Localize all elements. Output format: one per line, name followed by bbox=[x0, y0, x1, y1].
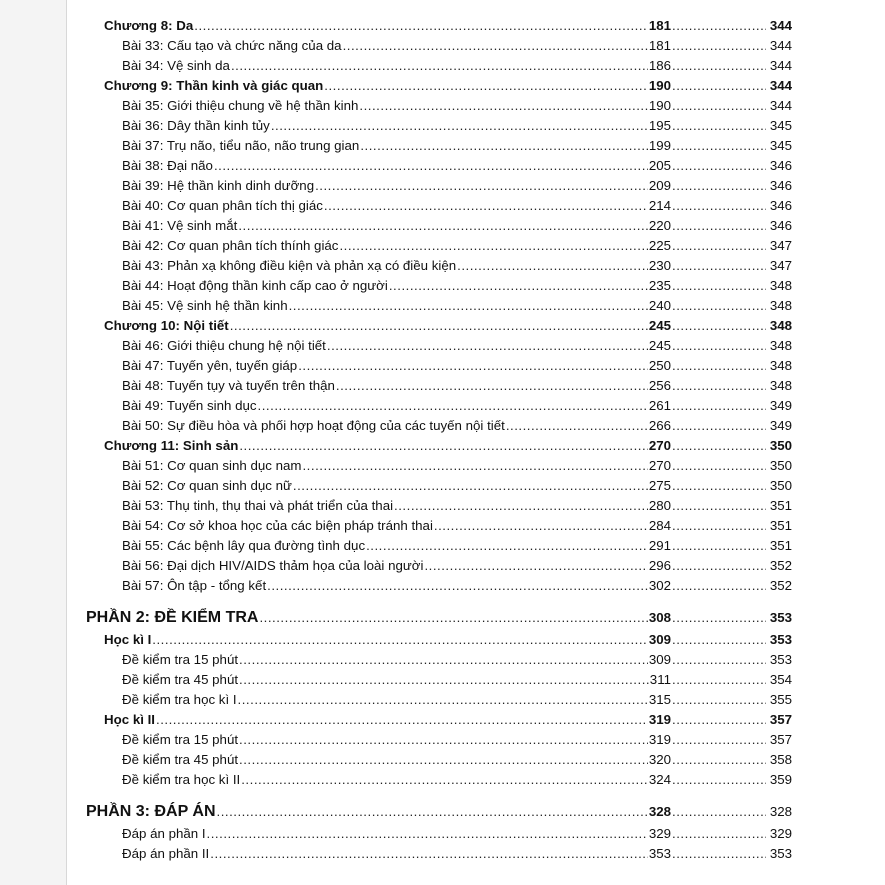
toc-entry-title: Bài 33: Cấu tạo và chức năng của da bbox=[122, 38, 342, 53]
toc-item-row[interactable] bbox=[86, 824, 792, 844]
dot-leader bbox=[672, 690, 766, 710]
page-number-question: 328 bbox=[648, 804, 671, 819]
toc-entry-title: Đề kiểm tra 45 phút bbox=[122, 672, 239, 687]
dot-leader bbox=[366, 536, 648, 556]
toc-entry-title: Bài 46: Giới thiệu chung hệ nội tiết bbox=[122, 338, 326, 353]
toc-entry-title: Chương 10: Nội tiết bbox=[104, 318, 229, 333]
dot-leader bbox=[672, 296, 766, 316]
page-number-question: 261 bbox=[648, 398, 671, 413]
toc-item-row[interactable] bbox=[86, 136, 792, 156]
page-number-answer: 345 bbox=[769, 118, 792, 133]
dot-leader bbox=[360, 136, 648, 156]
page-number-answer: 348 bbox=[769, 298, 792, 313]
dot-leader bbox=[672, 36, 766, 56]
page-number-question: 195 bbox=[648, 118, 671, 133]
dot-leader bbox=[672, 536, 766, 556]
page-number-answer: 347 bbox=[769, 258, 792, 273]
toc-entry-title: Bài 52: Cơ quan sinh dục nữ bbox=[122, 478, 292, 493]
dot-leader bbox=[394, 496, 648, 516]
dot-leader bbox=[238, 216, 648, 236]
toc-entry-title: Bài 34: Vệ sinh da bbox=[122, 58, 230, 73]
page-number-question: 250 bbox=[648, 358, 671, 373]
page-number-question: 240 bbox=[648, 298, 671, 313]
dot-leader bbox=[672, 16, 766, 36]
dot-leader bbox=[210, 844, 648, 864]
toc-entry-title: Bài 57: Ôn tập - tổng kết bbox=[122, 578, 267, 593]
toc-item-row[interactable] bbox=[86, 556, 792, 576]
page-number-answer: 353 bbox=[769, 610, 792, 625]
toc-entry-title: Bài 53: Thụ tinh, thụ thai và phát triển của thai bbox=[122, 498, 394, 513]
toc-entry-title: Bài 47: Tuyến yên, tuyến giáp bbox=[122, 358, 298, 373]
page-number-question: 296 bbox=[648, 558, 671, 573]
toc-entry-title: Bài 41: Vệ sinh mắt bbox=[122, 218, 238, 233]
toc-item-row[interactable] bbox=[86, 356, 792, 376]
dot-leader bbox=[267, 576, 648, 596]
dot-leader bbox=[339, 236, 647, 256]
page-number-answer: 344 bbox=[769, 78, 792, 93]
dot-leader bbox=[672, 800, 766, 824]
toc-item-row[interactable] bbox=[86, 96, 792, 116]
toc-item-row[interactable] bbox=[86, 476, 792, 496]
toc-entry-title: Học kì II bbox=[104, 712, 155, 727]
page-number-question: 199 bbox=[648, 138, 671, 153]
dot-leader bbox=[672, 630, 766, 650]
page-number-answer: 351 bbox=[769, 518, 792, 533]
toc-entry-title: Chương 8: Da bbox=[104, 18, 194, 33]
toc-chapter-row[interactable] bbox=[86, 436, 792, 456]
dot-leader bbox=[672, 436, 766, 456]
toc-item-row[interactable] bbox=[86, 376, 792, 396]
dot-leader bbox=[241, 770, 648, 790]
toc-item-row[interactable] bbox=[86, 116, 792, 136]
toc-item-row[interactable] bbox=[86, 36, 792, 56]
toc-entry-title: Bài 49: Tuyến sinh dục bbox=[122, 398, 257, 413]
dot-leader bbox=[389, 276, 648, 296]
dot-leader bbox=[672, 256, 766, 276]
toc-entry-title: PHẦN 3: ĐÁP ÁN bbox=[86, 803, 216, 820]
dot-leader bbox=[239, 730, 648, 750]
page-number-question: 266 bbox=[648, 418, 671, 433]
page-number-question: 235 bbox=[648, 278, 671, 293]
page-number-answer: 344 bbox=[769, 18, 792, 33]
page-number-question: 230 bbox=[648, 258, 671, 273]
dot-leader bbox=[289, 296, 648, 316]
page-number-answer: 348 bbox=[769, 378, 792, 393]
page-number-answer: 344 bbox=[769, 98, 792, 113]
toc-item-row[interactable] bbox=[86, 56, 792, 76]
toc-item-row[interactable] bbox=[86, 844, 792, 864]
page-number-question: 205 bbox=[648, 158, 671, 173]
section-gap bbox=[86, 596, 792, 606]
dot-leader bbox=[672, 516, 766, 536]
page-number-answer: 352 bbox=[769, 578, 792, 593]
page-number-question: 181 bbox=[648, 18, 671, 33]
dot-leader bbox=[231, 56, 648, 76]
page-number-answer: 355 bbox=[769, 692, 792, 707]
toc-item-row[interactable] bbox=[86, 416, 792, 436]
page-number-question: 190 bbox=[648, 98, 671, 113]
dot-leader bbox=[672, 770, 766, 790]
toc-item-row[interactable] bbox=[86, 216, 792, 236]
dot-leader bbox=[672, 336, 766, 356]
page-number-answer: 351 bbox=[769, 498, 792, 513]
dot-leader bbox=[672, 750, 766, 770]
page-number-question: 245 bbox=[648, 338, 671, 353]
dot-leader bbox=[672, 606, 766, 630]
toc-item-row[interactable] bbox=[86, 456, 792, 476]
toc-entry-title: Đáp án phần II bbox=[122, 846, 210, 861]
page-number-question: 329 bbox=[648, 826, 671, 841]
page-number-answer: 348 bbox=[769, 358, 792, 373]
toc-item-row[interactable] bbox=[86, 176, 792, 196]
toc-item-row[interactable] bbox=[86, 396, 792, 416]
page-number-question: 319 bbox=[648, 712, 671, 727]
page-number-answer: 349 bbox=[769, 398, 792, 413]
page-number-answer: 353 bbox=[769, 846, 792, 861]
dot-leader bbox=[434, 516, 648, 536]
dot-leader bbox=[324, 196, 648, 216]
toc-item-row[interactable] bbox=[86, 276, 792, 296]
page-number-question: 275 bbox=[648, 478, 671, 493]
toc-item-row[interactable] bbox=[86, 256, 792, 276]
page-number-answer: 344 bbox=[769, 58, 792, 73]
toc-entry-title: Đáp án phần I bbox=[122, 826, 206, 841]
page-number-question: 315 bbox=[648, 692, 671, 707]
toc-entry-title: Bài 56: Đại dịch HIV/AIDS thảm họa của loài người bbox=[122, 558, 424, 573]
page-number-answer: 349 bbox=[769, 418, 792, 433]
toc-item-row[interactable] bbox=[86, 690, 792, 710]
page-number-question: 302 bbox=[648, 578, 671, 593]
page-number-answer: 358 bbox=[769, 752, 792, 767]
dot-leader bbox=[672, 496, 766, 516]
page-number-answer: 357 bbox=[769, 732, 792, 747]
dot-leader bbox=[672, 116, 766, 136]
page-number-answer: 328 bbox=[769, 804, 792, 819]
toc-item-row[interactable] bbox=[86, 770, 792, 790]
page-number-question: 291 bbox=[648, 538, 671, 553]
dot-leader bbox=[258, 396, 648, 416]
toc-entry-title: Bài 42: Cơ quan phân tích thính giác bbox=[122, 238, 339, 253]
toc-item-row[interactable] bbox=[86, 670, 792, 690]
toc-part-row[interactable] bbox=[86, 800, 792, 824]
dot-leader bbox=[672, 276, 766, 296]
page-number-answer: 347 bbox=[769, 238, 792, 253]
toc-item-row[interactable] bbox=[86, 296, 792, 316]
page-number-question: 245 bbox=[648, 318, 671, 333]
toc-entry-title: Bài 39: Hệ thần kinh dinh dưỡng bbox=[122, 178, 315, 193]
page-number-answer: 348 bbox=[769, 278, 792, 293]
dot-leader bbox=[259, 606, 647, 630]
dot-leader bbox=[672, 156, 766, 176]
dot-leader bbox=[315, 176, 648, 196]
dot-leader bbox=[672, 216, 766, 236]
dot-leader bbox=[293, 476, 648, 496]
page-number-answer: 353 bbox=[769, 632, 792, 647]
page-number-question: 319 bbox=[648, 732, 671, 747]
dot-leader bbox=[302, 456, 647, 476]
dot-leader bbox=[672, 196, 766, 216]
page-number-question: 353 bbox=[648, 846, 671, 861]
dot-leader bbox=[230, 316, 648, 336]
page-number-question: 220 bbox=[648, 218, 671, 233]
toc-entry-title: Bài 45: Vệ sinh hệ thần kinh bbox=[122, 298, 288, 313]
page-number-answer: 348 bbox=[769, 338, 792, 353]
dot-leader bbox=[327, 336, 648, 356]
toc-entry-title: Bài 38: Đại não bbox=[122, 158, 213, 173]
dot-leader bbox=[194, 16, 648, 36]
page-number-answer: 359 bbox=[769, 772, 792, 787]
dot-leader bbox=[207, 824, 648, 844]
dot-leader bbox=[239, 670, 649, 690]
dot-leader bbox=[457, 256, 648, 276]
dot-leader bbox=[359, 96, 647, 116]
toc-item-row[interactable] bbox=[86, 196, 792, 216]
toc-entry-title: Bài 44: Hoạt động thần kinh cấp cao ở người bbox=[122, 278, 388, 293]
page-number-question: 284 bbox=[648, 518, 671, 533]
dot-leader bbox=[672, 824, 766, 844]
toc-entry-title: Đề kiểm tra 15 phút bbox=[122, 652, 239, 667]
dot-leader bbox=[152, 630, 648, 650]
dot-leader bbox=[672, 650, 766, 670]
toc-entry-title: Chương 11: Sinh sản bbox=[104, 438, 239, 453]
dot-leader bbox=[298, 356, 648, 376]
toc-entry-title: Đề kiểm tra 45 phút bbox=[122, 752, 239, 767]
toc-item-row[interactable] bbox=[86, 496, 792, 516]
dot-leader bbox=[672, 176, 766, 196]
page-number-answer: 350 bbox=[769, 458, 792, 473]
page-number-answer: 346 bbox=[769, 198, 792, 213]
page-number-answer: 357 bbox=[769, 712, 792, 727]
toc-item-row[interactable] bbox=[86, 336, 792, 356]
dot-leader bbox=[336, 376, 648, 396]
page-number-answer: 346 bbox=[769, 218, 792, 233]
toc-entry-title: Bài 40: Cơ quan phân tích thị giác bbox=[122, 198, 323, 213]
toc-entry-title: Bài 48: Tuyến tụy và tuyến trên thận bbox=[122, 378, 335, 393]
page-number-question: 190 bbox=[648, 78, 671, 93]
toc-entry-title: Đề kiểm tra 15 phút bbox=[122, 732, 239, 747]
dot-leader bbox=[672, 576, 766, 596]
dot-leader bbox=[672, 236, 766, 256]
toc-item-row[interactable] bbox=[86, 236, 792, 256]
toc-entry-title: Bài 35: Giới thiệu chung về hệ thần kinh bbox=[122, 98, 359, 113]
toc-entry-title: Học kì I bbox=[104, 632, 152, 647]
dot-leader bbox=[672, 356, 766, 376]
toc-entry-title: Chương 9: Thần kinh và giác quan bbox=[104, 78, 324, 93]
page-number-answer: 344 bbox=[769, 38, 792, 53]
page-number-answer: 350 bbox=[769, 478, 792, 493]
dot-leader bbox=[343, 36, 648, 56]
toc-item-row[interactable] bbox=[86, 156, 792, 176]
toc-entry-title: Bài 51: Cơ quan sinh dục nam bbox=[122, 458, 302, 473]
toc-entry-title: Bài 54: Cơ sở khoa học của các biện pháp tránh thai bbox=[122, 518, 433, 533]
dot-leader bbox=[217, 800, 648, 824]
dot-leader bbox=[672, 730, 766, 750]
section-gap bbox=[86, 790, 792, 800]
dot-leader bbox=[271, 116, 648, 136]
dot-leader bbox=[156, 710, 648, 730]
dot-leader bbox=[424, 556, 647, 576]
dot-leader bbox=[239, 650, 648, 670]
toc-entry-title: Đề kiểm tra học kì I bbox=[122, 692, 237, 707]
page-number-question: 270 bbox=[648, 438, 671, 453]
dot-leader bbox=[672, 136, 766, 156]
dot-leader bbox=[672, 316, 766, 336]
dot-leader bbox=[672, 76, 766, 96]
toc-part-row[interactable] bbox=[86, 606, 792, 630]
toc-item-row[interactable] bbox=[86, 516, 792, 536]
page-number-question: 225 bbox=[648, 238, 671, 253]
dot-leader bbox=[672, 396, 766, 416]
dot-leader bbox=[672, 710, 766, 730]
dot-leader bbox=[672, 56, 766, 76]
toc-item-row[interactable] bbox=[86, 730, 792, 750]
dot-leader bbox=[214, 156, 648, 176]
dot-leader bbox=[672, 844, 766, 864]
page-number-question: 181 bbox=[648, 38, 671, 53]
page-number-answer: 351 bbox=[769, 538, 792, 553]
page-number-answer: 345 bbox=[769, 138, 792, 153]
toc-entry-title: Bài 43: Phản xạ không điều kiện và phản xạ có điều kiện bbox=[122, 258, 457, 273]
dot-leader bbox=[672, 556, 766, 576]
toc-chapter-row[interactable] bbox=[86, 16, 792, 36]
toc-entry-title: Bài 50: Sự điều hòa và phối hợp hoạt động của các tuyến nội tiết bbox=[122, 418, 505, 433]
toc-entry-title: Bài 36: Dây thần kinh tủy bbox=[122, 118, 270, 133]
toc-entry-title: Đề kiểm tra học kì II bbox=[122, 772, 241, 787]
dot-leader bbox=[672, 456, 766, 476]
page-number-question: 214 bbox=[648, 198, 671, 213]
toc-chapter-row[interactable] bbox=[86, 316, 792, 336]
page-number-answer: 353 bbox=[769, 652, 792, 667]
dot-leader bbox=[672, 476, 766, 496]
page-number-question: 209 bbox=[648, 178, 671, 193]
page-number-question: 270 bbox=[648, 458, 671, 473]
dot-leader bbox=[239, 750, 648, 770]
page-number-question: 309 bbox=[648, 632, 671, 647]
toc-item-row[interactable] bbox=[86, 536, 792, 556]
page-number-question: 311 bbox=[649, 672, 671, 687]
page-number-question: 256 bbox=[648, 378, 671, 393]
toc-item-row[interactable] bbox=[86, 576, 792, 596]
page-number-answer: 346 bbox=[769, 158, 792, 173]
page-number-answer: 329 bbox=[769, 826, 792, 841]
page-number-question: 309 bbox=[648, 652, 671, 667]
page-number-answer: 352 bbox=[769, 558, 792, 573]
toc-chapter-row[interactable] bbox=[86, 710, 792, 730]
table-of-contents bbox=[86, 16, 792, 864]
page-number-answer: 346 bbox=[769, 178, 792, 193]
toc-chapter-row[interactable] bbox=[86, 76, 792, 96]
toc-item-row[interactable] bbox=[86, 750, 792, 770]
toc-entry-title: Bài 37: Trụ não, tiểu não, não trung gian bbox=[122, 138, 360, 153]
page-number-question: 280 bbox=[648, 498, 671, 513]
page-number-question: 308 bbox=[648, 610, 671, 625]
dot-leader bbox=[238, 690, 648, 710]
page-number-answer: 348 bbox=[769, 318, 792, 333]
dot-leader bbox=[324, 76, 648, 96]
page-number-question: 320 bbox=[648, 752, 671, 767]
page-number-answer: 354 bbox=[769, 672, 792, 687]
page-number-question: 324 bbox=[648, 772, 671, 787]
toc-chapter-row[interactable] bbox=[86, 630, 792, 650]
dot-leader bbox=[672, 96, 766, 116]
toc-item-row[interactable] bbox=[86, 650, 792, 670]
toc-entry-title: Bài 55: Các bệnh lây qua đường tình dục bbox=[122, 538, 366, 553]
dot-leader bbox=[672, 376, 766, 396]
dot-leader bbox=[672, 670, 766, 690]
toc-entry-title: PHẦN 2: ĐỀ KIỂM TRA bbox=[86, 609, 259, 626]
dot-leader bbox=[506, 416, 648, 436]
page-number-question: 186 bbox=[648, 58, 671, 73]
page-number-answer: 350 bbox=[769, 438, 792, 453]
dot-leader bbox=[239, 436, 647, 456]
dot-leader bbox=[672, 416, 766, 436]
